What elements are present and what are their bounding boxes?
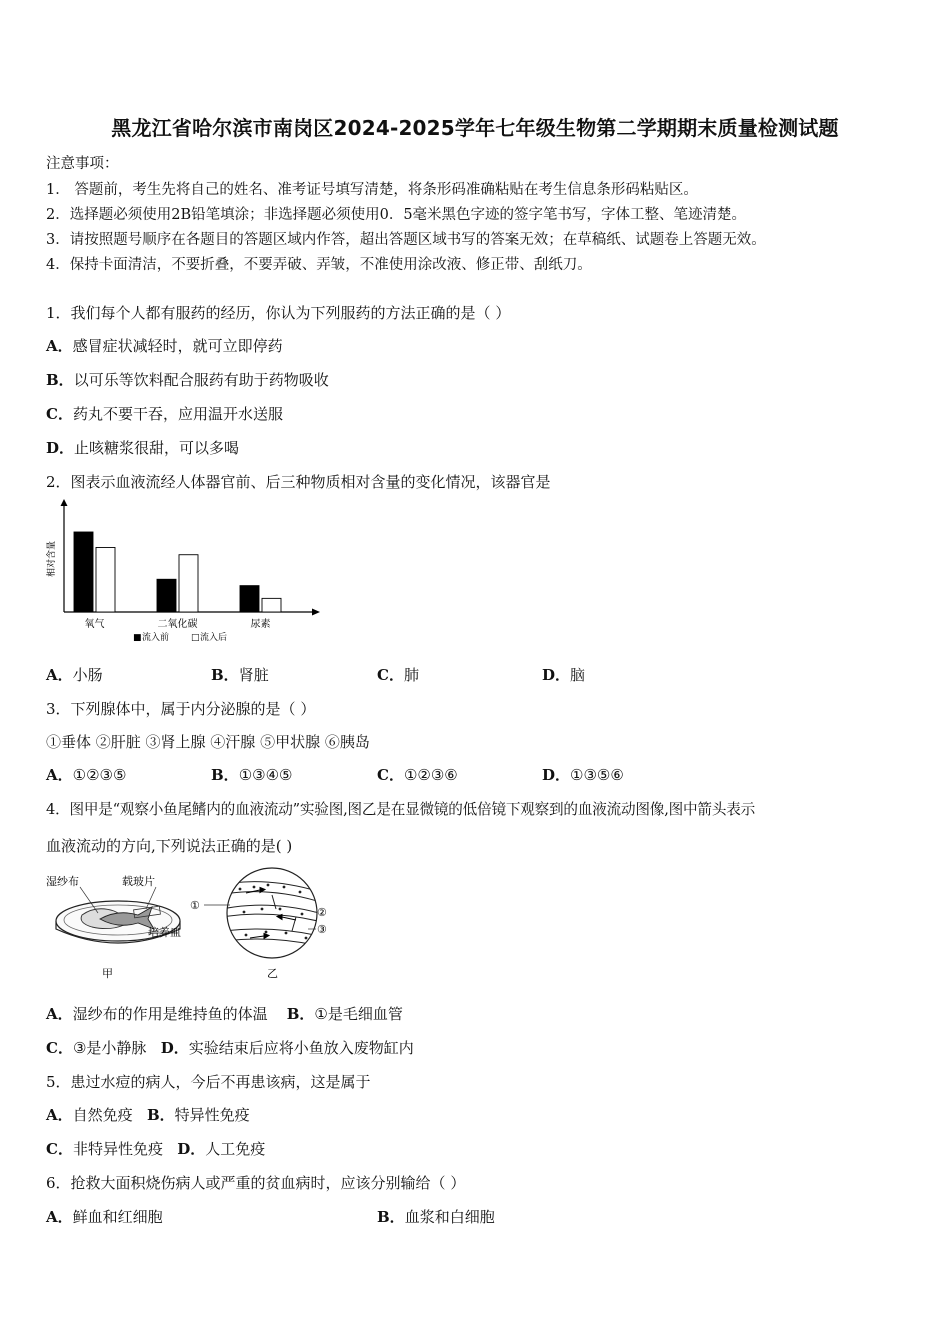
option-a[interactable] — [46, 1206, 163, 1227]
bar-before-3 — [240, 586, 259, 612]
option-letter: B． — [286, 1005, 315, 1023]
x-axis-arrow — [312, 609, 320, 616]
bars-group — [74, 532, 281, 612]
notice-heading: 注意事项： — [46, 156, 119, 172]
option-letter: D． — [177, 1140, 206, 1158]
option-text: 药丸不要干吞，应用温开水送服 — [72, 405, 283, 423]
option-a[interactable] — [46, 664, 103, 685]
option-c[interactable] — [46, 403, 283, 424]
option-text: 小肠 — [72, 666, 103, 684]
figure-jia — [46, 874, 181, 980]
bar-chart — [40, 498, 330, 650]
option-a[interactable] — [46, 1005, 268, 1023]
option-letter: A． — [46, 337, 73, 355]
question-stem-line-2: 血液流动的方向,下列说法正确的是( ) — [46, 837, 293, 855]
option-letter: C． — [46, 405, 73, 423]
option-c[interactable] — [46, 1140, 163, 1158]
option-text: ①是毛细血管 — [314, 1005, 403, 1023]
gland-list: ①垂体 ②肝脏 ③肾上腺 ④汗腺 ⑤甲状腺 ⑥胰岛 — [46, 733, 370, 751]
option-letter: B． — [46, 371, 74, 389]
bar-after-1 — [96, 547, 115, 612]
option-letter: B． — [377, 1208, 405, 1226]
fish-tail-figure — [40, 865, 340, 985]
option-text: 人工免疫 — [205, 1140, 266, 1158]
bar-before-1 — [74, 532, 93, 612]
option-a[interactable] — [46, 1106, 133, 1124]
figure-yi — [190, 868, 330, 980]
notice-item-1: 1． 答题前，考生先将自己的姓名、准考证号填写清楚，将条形码准确粘贴在考生信息条形码粘贴区。 — [46, 182, 698, 198]
option-b[interactable] — [287, 1005, 403, 1023]
options-row-ab — [46, 1003, 403, 1024]
legend-marker-before: ■ — [133, 633, 142, 643]
option-text: 自然免疫 — [72, 1106, 133, 1124]
question-stem: 6．抢救大面积烧伤病人或严重的贫血病时，应该分别输给（ ） — [46, 1174, 466, 1192]
legend-label-after: 流入后 — [200, 633, 228, 643]
bar-after-3 — [262, 598, 281, 612]
option-letter: A． — [46, 1208, 73, 1226]
legend — [133, 631, 227, 643]
option-c[interactable] — [377, 664, 419, 685]
option-text: 鲜血和红细胞 — [72, 1208, 163, 1226]
option-letter: D． — [542, 666, 571, 684]
options-row-ab — [46, 1104, 250, 1125]
question-stem: 1．我们每个人都有服药的经历，你认为下列服药的方法正确的是（ ） — [46, 304, 511, 322]
microscope-field-icon — [227, 868, 317, 958]
option-b[interactable] — [211, 764, 292, 785]
page-title: 黑龙江省哈尔滨市南岗区2024-2025学年七年级生物第二学期期末质量检测试题 — [111, 116, 839, 140]
option-text: 实验结束后应将小鱼放入废物缸内 — [188, 1039, 414, 1057]
option-letter: D． — [542, 766, 571, 784]
option-letter: B． — [146, 1106, 175, 1124]
label-glass-slide: 载玻片 — [122, 875, 155, 888]
option-d[interactable] — [542, 764, 624, 785]
notice-item-2: 2．选择题必须使用2B铅笔填涂；非选择题必须使用0．5毫米黑色字迹的签字笔书写，字体工整、笔迹清楚。 — [46, 207, 747, 223]
option-letter: C． — [377, 766, 404, 784]
option-b[interactable] — [46, 369, 329, 390]
label-petri-dish: 培养皿 — [148, 926, 181, 939]
option-letter: B． — [211, 766, 239, 784]
option-text: 特异性免疫 — [174, 1106, 250, 1124]
option-text: 脑 — [570, 666, 586, 684]
question-stem: 5．患过水痘的病人，今后不再患该病，这是属于 — [46, 1073, 371, 1091]
option-text: 肺 — [403, 666, 419, 684]
option-b[interactable] — [147, 1106, 250, 1124]
bar-after-2 — [179, 555, 198, 612]
option-c[interactable] — [46, 1039, 146, 1057]
question-stem-line-1: 4．图甲是“观察小鱼尾鳍内的血液流动”实验图,图乙是在显微镜的低倍镜下观察到的血液流动图像,图中箭头表示 — [46, 801, 755, 818]
option-text: ③是小静脉 — [72, 1039, 147, 1057]
option-letter: C． — [377, 666, 404, 684]
option-text: 肾脏 — [238, 666, 269, 684]
option-letter: D． — [46, 439, 75, 457]
option-a[interactable] — [46, 335, 283, 356]
option-text: 止咳糖浆很甜，可以多喝 — [74, 439, 240, 457]
option-text: 湿纱布的作用是维持鱼的体温 — [72, 1005, 268, 1023]
option-d[interactable] — [46, 437, 239, 458]
category-labels — [85, 617, 271, 630]
option-letter: B． — [211, 666, 239, 684]
option-letter: A． — [46, 1005, 73, 1023]
y-axis-label: 相对含量 — [47, 540, 57, 578]
option-letter: A． — [46, 1106, 73, 1124]
option-d[interactable] — [542, 664, 585, 685]
option-text: 感冒症状减轻时，就可立即停药 — [72, 337, 283, 355]
option-text: ①②③⑤ — [72, 766, 127, 784]
options-row-cd — [46, 1037, 414, 1058]
option-letter: C． — [46, 1140, 73, 1158]
option-text: 血浆和白细胞 — [404, 1208, 495, 1226]
bar-before-2 — [157, 579, 176, 612]
option-text: ①③④⑤ — [238, 766, 293, 784]
marker-1: ① — [190, 899, 200, 912]
option-text: ①③⑤⑥ — [570, 766, 624, 784]
category-label: 氧气 — [84, 619, 105, 630]
notice-item-4: 4．保持卡面清洁，不要折叠，不要弄破、弄皱，不准使用涂改液、修正带、刮纸刀。 — [46, 257, 592, 273]
option-letter: D． — [160, 1039, 189, 1057]
option-text: ①②③⑥ — [403, 766, 458, 784]
marker-2: ② — [317, 906, 327, 919]
option-letter: C． — [46, 1039, 73, 1057]
notice-item-3: 3．请按照题号顺序在各题目的答题区域内作答，超出答题区域书写的答案无效；在草稿纸、试题卷上答题无效。 — [46, 232, 766, 248]
option-text: 非特异性免疫 — [72, 1140, 163, 1158]
legend-label-before: 流入前 — [142, 633, 170, 643]
option-letter: A． — [46, 766, 73, 784]
question-stem: 2．图表示血液流经人体器官前、后三种物质相对含量的变化情况，该器官是 — [46, 473, 551, 491]
marker-3: ③ — [317, 923, 327, 936]
category-label: 尿素 — [250, 619, 271, 630]
legend-marker-after: □ — [191, 633, 200, 643]
label-yi: 乙 — [267, 967, 278, 980]
option-d[interactable] — [161, 1039, 414, 1057]
option-a[interactable] — [46, 764, 126, 785]
y-axis-arrow — [61, 499, 68, 506]
option-text: 以可乐等饮料配合服药有助于药物吸收 — [73, 371, 329, 389]
label-jia: 甲 — [102, 967, 113, 980]
option-d[interactable] — [177, 1140, 265, 1158]
options-row-cd — [46, 1138, 265, 1159]
label-wet-gauze: 湿纱布 — [46, 875, 79, 888]
option-b[interactable] — [377, 1206, 495, 1227]
category-label: 二氧化碳 — [157, 619, 198, 630]
option-letter: A． — [46, 666, 73, 684]
option-b[interactable] — [211, 664, 269, 685]
option-c[interactable] — [377, 764, 458, 785]
question-stem: 3．下列腺体中，属于内分泌腺的是（ ） — [46, 700, 316, 718]
